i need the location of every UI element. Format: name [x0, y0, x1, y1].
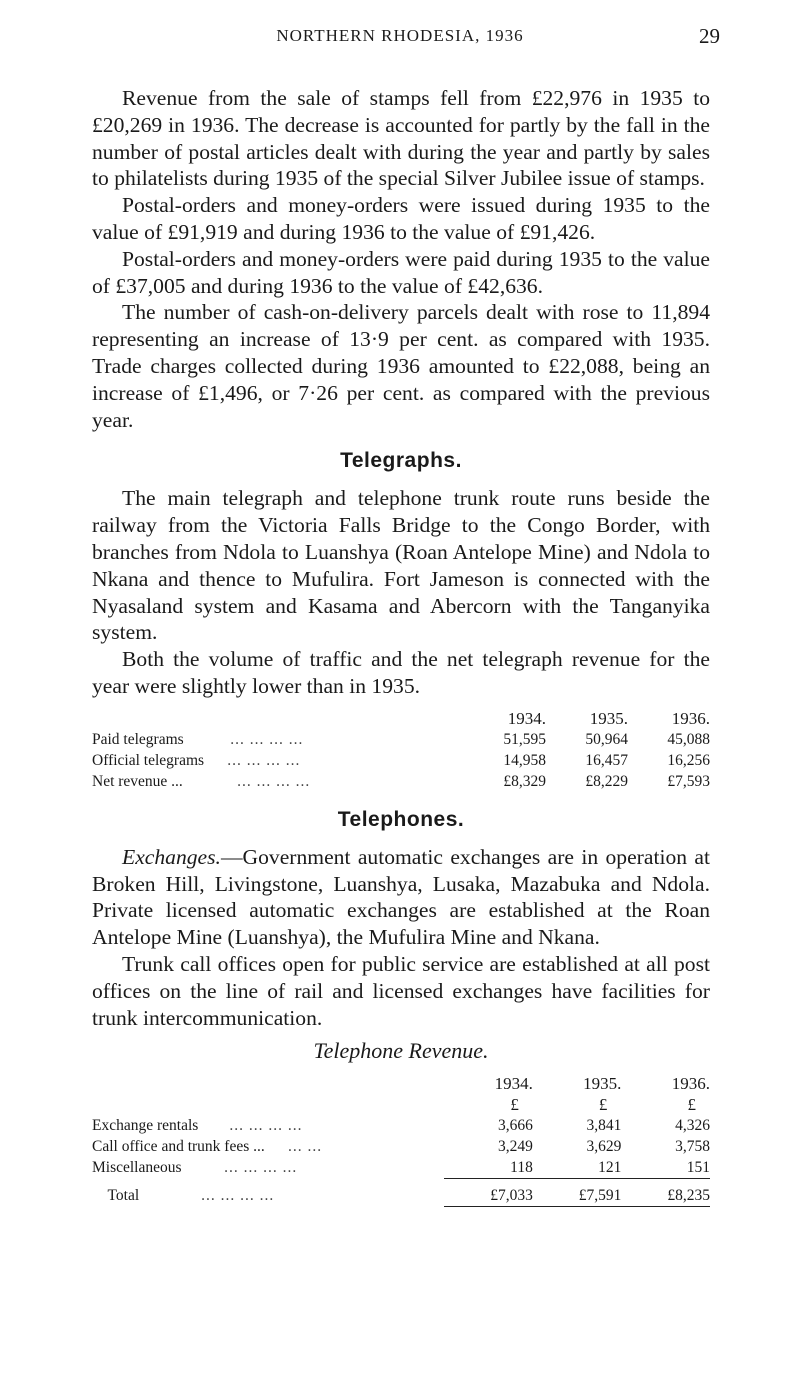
table-cell: 3,841	[586, 1117, 622, 1135]
table-cell: 121	[533, 1157, 622, 1179]
column-year: 1934.	[507, 708, 546, 728]
row-label: Paid telegrams	[92, 730, 184, 748]
leader-dots: ... ... ... ...	[227, 751, 301, 769]
table-cell: 51,595	[503, 730, 546, 748]
table-cell: 16,256	[667, 751, 710, 769]
row-label: Official telegrams	[92, 751, 205, 769]
leader-dots: ... ... ... ...	[201, 1187, 275, 1205]
paragraph-trunk-route: The main telegraph and telephone trunk route runs beside the railway from the Victoria Falls Bridge to the Congo Border, with branches from Ndola to Luanshya (Roan Antelope Mine) and Ndola to Nkana and thence to Mufulira. Fort Jameson is connected with the Nyasaland system and Kasama and Abercorn with the Tanganyika system.	[92, 486, 710, 645]
table-cell: 16,457	[585, 751, 628, 769]
row-label: Exchange rentals	[92, 1117, 199, 1135]
total-cell: £7,591	[533, 1185, 622, 1207]
total-cell: £8,235	[621, 1185, 710, 1207]
table-row	[92, 729, 710, 750]
table-row	[92, 771, 710, 792]
column-year: 1936.	[671, 708, 710, 728]
page-number: 29	[699, 24, 720, 48]
table-cell: 14,958	[503, 751, 546, 769]
table-cell: 45,088	[667, 730, 710, 748]
table-cell: 4,326	[675, 1117, 710, 1135]
section-heading-telephones: Telephones.	[337, 807, 465, 831]
leader-dots: ... ... ... ...	[229, 1117, 303, 1135]
exchanges-lead: Exchanges.	[122, 844, 221, 869]
column-year: 1935.	[589, 708, 628, 728]
table-cell: 151	[621, 1157, 710, 1179]
subheading-telephone-revenue: Telephone Revenue.	[313, 1038, 489, 1064]
row-label: Call office and trunk fees ...	[92, 1138, 265, 1156]
table-cell: 3,629	[586, 1138, 622, 1156]
unit-pound: £	[687, 1095, 696, 1115]
table-units-row	[92, 1094, 710, 1115]
total-cell: £7,033	[444, 1185, 533, 1207]
table-header-row	[92, 708, 710, 729]
total-label: Total	[107, 1187, 140, 1205]
leader-dots: ... ... ... ...	[230, 730, 304, 748]
table-cell: £8,329	[503, 772, 546, 790]
paragraph-cod-parcels: The number of cash-on-delivery parcels dealt with rose to 11,894 representing an increase of 13·9 per cent. as compared with 1935. Trade charges collected during 1936 amounted to £22,088, being an increase of £1,496, or 7·26 per cent. as compared with the previous year.	[92, 300, 710, 432]
paragraph-orders-paid: Postal-orders and money-orders were paid during 1935 to the value of £37,005 and during 1936 to the value of £42,636.	[92, 246, 710, 298]
paragraph-traffic-volume: Both the volume of traffic and the net telegraph revenue for the year were slightly lower than in 1935.	[92, 647, 710, 698]
header-title: NORTHERN RHODESIA, 1936	[276, 26, 524, 45]
paragraph-trunk-calls: Trunk call offices open for public service are established at all post offices on the line of rail and licensed exchanges have facilities for trunk intercommunication.	[92, 951, 710, 1030]
unit-pound: £	[598, 1095, 608, 1115]
paragraph-stamps-revenue: Revenue from the sale of stamps fell from £22,976 in 1935 to £20,269 in 1936. The decrease is accounted for partly by the fall in the number of postal articles dealt with during the year and partly by sales to philatelists during 1935 of the special Silver Jubilee issue of stamps.	[92, 86, 710, 191]
running-header	[80, 22, 720, 52]
table-cell: 3,249	[497, 1138, 533, 1156]
column-year: 1936.	[671, 1074, 710, 1094]
table-row	[92, 750, 710, 771]
table-cell: £8,229	[585, 772, 628, 790]
column-year: 1934.	[494, 1074, 533, 1094]
section-heading-telegraphs: Telegraphs.	[340, 449, 462, 473]
leader-dots: ... ... ... ...	[224, 1159, 298, 1177]
unit-pound: £	[510, 1095, 519, 1115]
table-cell: 118	[444, 1157, 533, 1179]
table-cell: £7,593	[667, 772, 710, 790]
leader-dots: ... ...	[288, 1138, 323, 1156]
table-total-row	[92, 1185, 710, 1207]
table-row	[92, 1157, 710, 1179]
table-cell: 3,758	[675, 1138, 710, 1156]
telephone-revenue-table	[92, 1073, 710, 1207]
row-label: Net revenue ...	[92, 772, 183, 790]
table-cell: 50,964	[585, 730, 628, 748]
leader-dots: ... ... ... ...	[237, 772, 311, 790]
telegraph-statistics-table	[92, 708, 710, 792]
paragraph-orders-issued: Postal-orders and money-orders were issued during 1935 to the value of £91,919 and during 1936 to the value of £91,426.	[92, 193, 710, 244]
table-row	[92, 1136, 710, 1157]
paragraph-exchanges	[92, 844, 710, 951]
exchanges-text: —Government automatic exchanges are in operation at Broken Hill, Livingstone, Luanshya, Lusaka, Mazabuka and Ndola. Private licensed automatic exchanges are established at the Roan Antelope Mine (Luanshya), the Mufulira Mine and Nkana.	[92, 844, 710, 950]
table-cell: 3,666	[497, 1117, 533, 1135]
column-year: 1935.	[583, 1074, 622, 1094]
table-row	[92, 1115, 710, 1136]
row-label: Miscellaneous	[92, 1159, 182, 1177]
page-body	[92, 85, 710, 1215]
table-header-row	[92, 1073, 710, 1094]
